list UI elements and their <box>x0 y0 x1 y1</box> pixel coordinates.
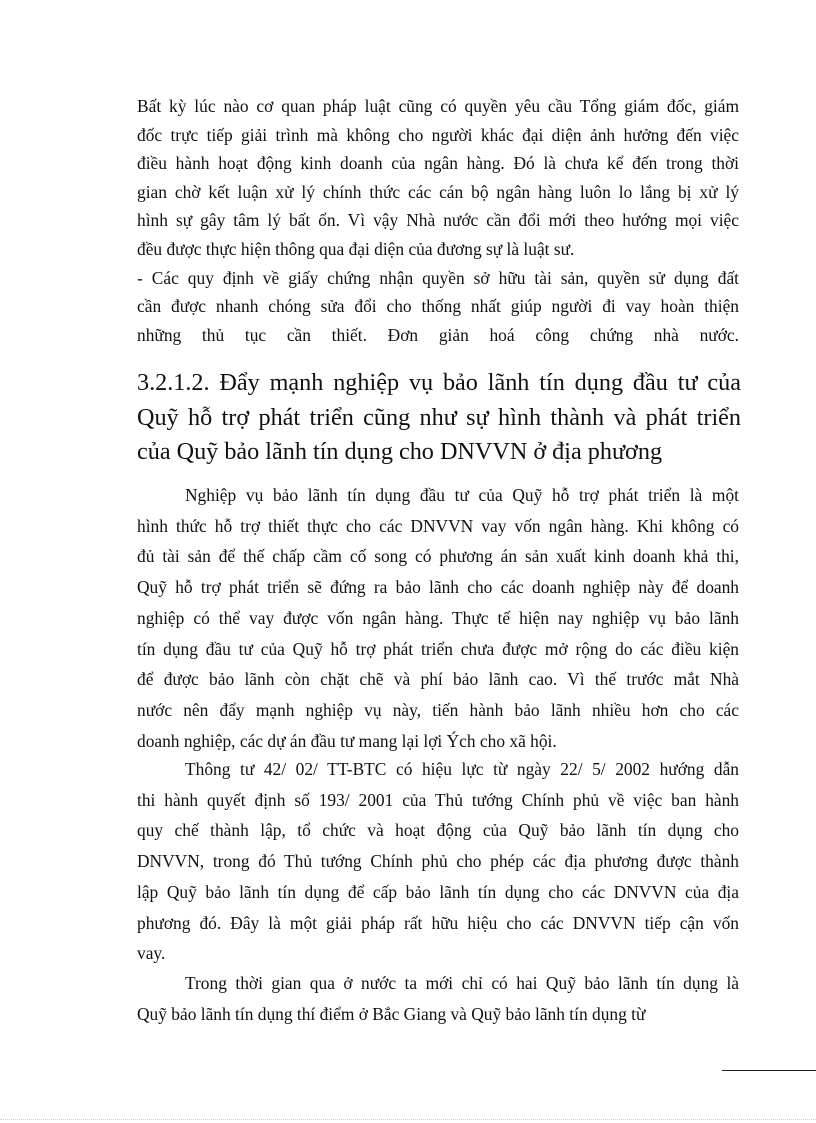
text-line: doanh nghiệp, các dự án đầu tư mang lại lợi Ých cho xã hội. <box>137 730 557 751</box>
text-line: để được bảo lãnh còn chặt chẽ và phí bảo lãnh cao. Vì thế trước mắt Nhà <box>137 669 739 690</box>
text-line: phương đó. Đây là một giải pháp rất hữu hiệu cho các DNVVN tiếp cận vốn <box>137 912 739 933</box>
text-line: - Các quy định về giấy chứng nhận quyền sở hữu tài sản, quyền sử dụng đất <box>137 267 739 288</box>
text-line: đủ tài sản để thế chấp cầm cố song có phương án sản xuất kinh doanh khả thi, <box>137 546 739 567</box>
text-line: nghiệp có thể vay được vốn ngân hàng. Thực tế hiện nay nghiệp vụ bảo lãnh <box>137 607 739 628</box>
paragraph-circular <box>137 754 739 969</box>
text-line: nước nên đẩy mạnh nghiệp vụ này, tiến hành bảo lãnh nhiều hơn cho các <box>137 699 739 720</box>
text-line: hình thức hỗ trợ thiết thực cho các DNVVN vay vốn ngân hàng. Khi không có <box>137 515 739 536</box>
text-line: những thủ tục cần thiết. Đơn giản hoá công chứng nhà nước. <box>137 324 739 345</box>
paragraph-credit-guarantee <box>137 480 739 756</box>
text-line: Trong thời gian qua ở nước ta mới chỉ có hai Quỹ bảo lãnh tín dụng là <box>185 973 739 993</box>
text-line: Bất kỳ lúc nào cơ quan pháp luật cũng có quyền yêu cầu Tổng giám đốc, giám <box>137 96 739 116</box>
text-line: cần được nhanh chóng sửa đổi cho thống nhất giúp người đi vay hoàn thiện <box>137 296 739 317</box>
text-line: vay. <box>137 943 166 964</box>
text-line: Thông tư 42/ 02/ TT-BTC có hiệu lực từ ngày 22/ 5/ 2002 hướng dẫn <box>185 759 739 779</box>
text-line: Quỹ bảo lãnh tín dụng thí điểm ở Bắc Giang và Quỹ bảo lãnh tín dụng từ <box>137 1003 646 1024</box>
section-heading <box>137 366 741 470</box>
text-line: hình sự gây tâm lý bất ổn. Vì vậy Nhà nước cần đổi mới theo hướng mọi việc <box>137 210 739 231</box>
text-line: gian chờ kết luận xử lý chính thức các cán bộ ngân hàng luôn lo lắng bị xử lý <box>137 181 739 202</box>
heading-line: 3.2.1.2. Đẩy mạnh nghiệp vụ bảo lãnh tín dụng đầu tư của <box>137 369 741 396</box>
heading-line: Quỹ hỗ trợ phát triển cũng như sự hình thành và phát triển <box>137 403 741 431</box>
text-line: Nghiệp vụ bảo lãnh tín dụng đầu tư của Quỹ hỗ trợ phát triển là một <box>185 485 739 505</box>
text-line: thi hành quyết định số 193/ 2001 của Thủ tướng Chính phủ về việc ban hành <box>137 789 739 810</box>
text-line: tín dụng đầu tư của Quỹ hỗ trợ phát triển chưa được mở rộng do các điều kiện <box>137 638 739 659</box>
text-line: DNVVN, trong đó Thủ tướng Chính phủ cho phép các địa phương được thành <box>137 851 739 872</box>
footnote-separator <box>722 1070 816 1071</box>
text-line: đều được thực hiện thông qua đại diện của đương sự là luật sư. <box>137 238 575 259</box>
text-line: đốc trực tiếp giải trình mà không cho người khác đại diện ảnh hưởng đến việc <box>137 124 739 145</box>
text-line: Quỹ hỗ trợ phát triển sẽ đứng ra bảo lãnh cho các doanh nghiệp này để doanh <box>137 577 739 598</box>
text-line: quy chế thành lập, tổ chức và hoạt động của Quỹ bảo lãnh tín dụng cho <box>137 820 739 841</box>
heading-line: của Quỹ bảo lãnh tín dụng cho DNVVN ở địa phương <box>137 438 663 465</box>
text-line: lập Quỹ bảo lãnh tín dụng để cấp bảo lãnh tín dụng cho các DNVVN của địa <box>137 881 739 902</box>
paragraph-legal-reform <box>137 92 739 349</box>
text-line: điều hành hoạt động kinh doanh của ngân hàng. Đó là chưa kể đến trong thời <box>137 153 739 174</box>
paragraph-guarantee-funds <box>137 968 739 1029</box>
page-boundary <box>0 1119 816 1120</box>
